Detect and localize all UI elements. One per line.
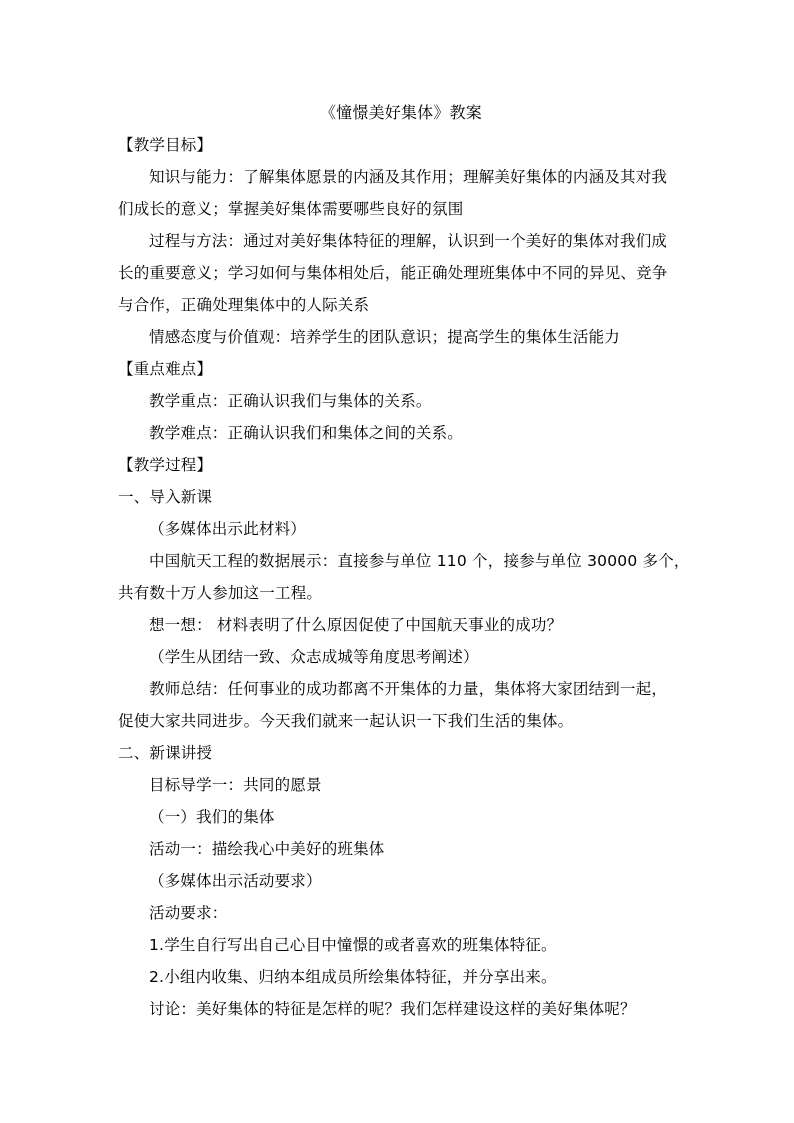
text-line: 情感态度与价值观：培养学生的团队意识；提高学生的集体生活能力 xyxy=(149,328,621,346)
document-body xyxy=(118,129,690,1025)
text-line: 2.小组内收集、归纳本组成员所绘集体特征，并分享出来。 xyxy=(149,968,557,986)
text-line: 想一想： 材料表明了什么原因促使了中国航天事业的成功？ xyxy=(149,616,563,634)
text-line: 们成长的意义；掌握美好集体需要哪些良好的氛围 xyxy=(118,200,464,218)
text-line: 【重点难点】 xyxy=(118,360,213,378)
text-line: 活动要求： xyxy=(149,904,228,922)
text-line: 活动一：描绘我心中美好的班集体 xyxy=(149,840,385,858)
text-line: 【教学过程】 xyxy=(118,456,213,474)
text-line: 知识与能力：了解集体愿景的内涵及其作用；理解美好集体的内涵及其对我 xyxy=(149,168,668,186)
text-line: （一）我们的集体 xyxy=(149,808,275,826)
text-line: 共有数十万人参加这一工程。 xyxy=(118,584,323,602)
text-line: 讨论：美好集体的特征是怎样的呢？我们怎样建设这样的美好集体呢？ xyxy=(149,1000,636,1018)
text-line: 二、新课讲授 xyxy=(118,744,213,762)
text-line: 教学难点：正确认识我们和集体之间的关系。 xyxy=(149,424,464,442)
text-line: （学生从团结一致、众志成城等角度思考阐述） xyxy=(149,648,479,666)
text-line: 目标导学一：共同的愿景 xyxy=(149,776,322,794)
text-line: 中国航天工程的数据展示：直接参与单位 110 个，接参与单位 30000 多个， xyxy=(149,552,690,570)
text-line: 教师总结：任何事业的成功都离不开集体的力量，集体将大家团结到一起， xyxy=(149,680,668,698)
text-line: 【教学目标】 xyxy=(118,136,213,154)
document-page xyxy=(118,97,690,1025)
text-line: 促使大家共同进步。今天我们就来一起认识一下我们生活的集体。 xyxy=(118,712,574,730)
document-title: 《憧憬美好集体》教案 xyxy=(319,103,482,122)
text-line: 教学重点：正确认识我们与集体的关系。 xyxy=(149,392,432,410)
text-line: 过程与方法：通过对美好集体特征的理解，认识到一个美好的集体对我们成 xyxy=(149,232,668,250)
text-line: 长的重要意义；学习如何与集体相处后，能正确处理班集体中不同的异见、竞争 xyxy=(118,264,668,282)
text-line: 一、导入新课 xyxy=(118,488,213,506)
text-line: 1.学生自行写出自己心目中憧憬的或者喜欢的班集体特征。 xyxy=(149,936,557,954)
text-line: （多媒体出示活动要求） xyxy=(149,872,322,890)
text-line: （多媒体出示此材料） xyxy=(149,520,307,538)
text-line: 与合作，正确处理集体中的人际关系 xyxy=(118,296,370,314)
